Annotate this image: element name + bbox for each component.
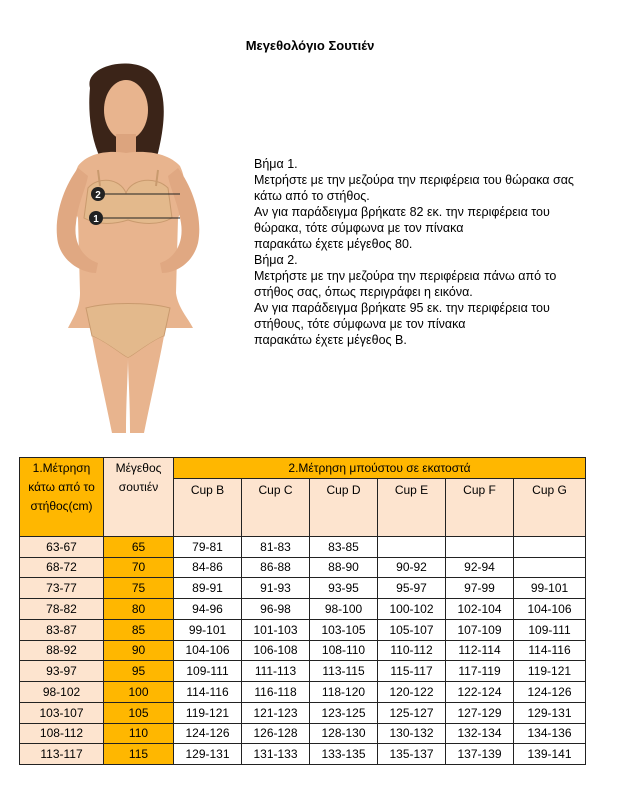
cup-measurement-cell: 79-81 bbox=[174, 536, 242, 557]
svg-text:2: 2 bbox=[95, 190, 101, 201]
cup-measurement-cell: 119-121 bbox=[514, 661, 586, 682]
cup-measurement-cell: 112-114 bbox=[446, 640, 514, 661]
instruction-line: Βήμα 1. bbox=[254, 157, 298, 171]
instruction-line: Αν για παράδειγμα βρήκατε 95 εκ. την περιφέρεια του bbox=[254, 301, 550, 315]
cup-measurement-cell: 113-115 bbox=[310, 661, 378, 682]
instruction-line: στήθος σας, όπως περιγράφει η εικόνα. bbox=[254, 285, 473, 299]
cup-measurement-cell: 108-110 bbox=[310, 640, 378, 661]
cup-measurement-cell: 114-116 bbox=[174, 682, 242, 703]
bra-size-cell: 75 bbox=[104, 578, 174, 599]
cup-measurement-cell: 81-83 bbox=[242, 536, 310, 557]
cup-measurement-cell: 99-101 bbox=[514, 578, 586, 599]
instruction-line: Βήμα 2. bbox=[254, 253, 298, 267]
cup-measurement-cell: 129-131 bbox=[514, 702, 586, 723]
underbust-range-cell: 83-87 bbox=[20, 619, 104, 640]
instruction-line: στήθους, τότε σύμφωνα με τον πίνακα bbox=[254, 317, 466, 331]
header-cup: Cup G bbox=[514, 479, 586, 537]
instruction-line: Αν για παράδειγμα βρήκατε 82 εκ. την περιφέρεια του bbox=[254, 205, 550, 219]
cup-measurement-cell: 102-104 bbox=[446, 599, 514, 620]
cup-measurement-cell bbox=[514, 536, 586, 557]
table-row bbox=[20, 723, 586, 744]
header-cup: Cup C bbox=[242, 479, 310, 537]
underbust-range-cell: 93-97 bbox=[20, 661, 104, 682]
header-cup: Cup F bbox=[446, 479, 514, 537]
underbust-range-cell: 113-117 bbox=[20, 744, 104, 765]
bra-size-cell: 115 bbox=[104, 744, 174, 765]
bra-size-cell: 90 bbox=[104, 640, 174, 661]
cup-measurement-cell: 97-99 bbox=[446, 578, 514, 599]
table-row bbox=[20, 640, 586, 661]
cup-measurement-cell: 134-136 bbox=[514, 723, 586, 744]
instruction-line: Μετρήστε με την μεζούρα την περιφέρεια του θώρακα σας bbox=[254, 173, 574, 187]
cup-measurement-cell: 114-116 bbox=[514, 640, 586, 661]
underbust-range-cell: 103-107 bbox=[20, 702, 104, 723]
header-cup: Cup D bbox=[310, 479, 378, 537]
cup-measurement-cell bbox=[514, 557, 586, 578]
instruction-line: παρακάτω έχετε μέγεθος Β. bbox=[254, 333, 407, 347]
underbust-range-cell: 88-92 bbox=[20, 640, 104, 661]
cup-measurement-cell: 131-133 bbox=[242, 744, 310, 765]
bra-size-cell: 80 bbox=[104, 599, 174, 620]
cup-measurement-cell: 115-117 bbox=[378, 661, 446, 682]
table-row bbox=[20, 599, 586, 620]
cup-measurement-cell: 94-96 bbox=[174, 599, 242, 620]
cup-measurement-cell: 133-135 bbox=[310, 744, 378, 765]
cup-measurement-cell: 104-106 bbox=[514, 599, 586, 620]
model-figure-image bbox=[28, 58, 228, 433]
cup-measurement-cell: 107-109 bbox=[446, 619, 514, 640]
header-cup: Cup B bbox=[174, 479, 242, 537]
marker-1-icon bbox=[89, 211, 103, 225]
cup-measurement-cell: 93-95 bbox=[310, 578, 378, 599]
cup-measurement-cell: 109-111 bbox=[174, 661, 242, 682]
cup-measurement-cell: 89-91 bbox=[174, 578, 242, 599]
cup-measurement-cell: 92-94 bbox=[446, 557, 514, 578]
cup-measurement-cell: 86-88 bbox=[242, 557, 310, 578]
cup-measurement-cell: 116-118 bbox=[242, 682, 310, 703]
underbust-range-cell: 108-112 bbox=[20, 723, 104, 744]
cup-measurement-cell: 91-93 bbox=[242, 578, 310, 599]
bra-size-cell: 70 bbox=[104, 557, 174, 578]
cup-measurement-cell: 103-105 bbox=[310, 619, 378, 640]
cup-measurement-cell: 130-132 bbox=[378, 723, 446, 744]
cup-measurement-cell: 106-108 bbox=[242, 640, 310, 661]
cup-measurement-cell: 123-125 bbox=[310, 702, 378, 723]
instruction-line: παρακάτω έχετε μέγεθος 80. bbox=[254, 237, 413, 251]
underbust-range-cell: 63-67 bbox=[20, 536, 104, 557]
cup-measurement-cell: 83-85 bbox=[310, 536, 378, 557]
bra-size-cell: 65 bbox=[104, 536, 174, 557]
underbust-range-cell: 73-77 bbox=[20, 578, 104, 599]
bra-size-cell: 110 bbox=[104, 723, 174, 744]
page-title: Μεγεθολόγιο Σουτιέν bbox=[245, 38, 375, 53]
table-row bbox=[20, 536, 586, 557]
cup-measurement-cell: 120-122 bbox=[378, 682, 446, 703]
measurement-instructions bbox=[254, 156, 604, 348]
table-row bbox=[20, 744, 586, 765]
cup-measurement-cell: 96-98 bbox=[242, 599, 310, 620]
cup-measurement-cell: 95-97 bbox=[378, 578, 446, 599]
cup-measurement-cell: 118-120 bbox=[310, 682, 378, 703]
cup-measurement-cell bbox=[446, 536, 514, 557]
cup-measurement-cell: 99-101 bbox=[174, 619, 242, 640]
cup-measurement-cell: 119-121 bbox=[174, 702, 242, 723]
cup-measurement-cell: 84-86 bbox=[174, 557, 242, 578]
bra-size-cell: 85 bbox=[104, 619, 174, 640]
cup-measurement-cell: 105-107 bbox=[378, 619, 446, 640]
cup-measurement-cell: 124-126 bbox=[514, 682, 586, 703]
cup-measurement-cell: 104-106 bbox=[174, 640, 242, 661]
bra-size-cell: 100 bbox=[104, 682, 174, 703]
cup-measurement-cell: 90-92 bbox=[378, 557, 446, 578]
underbust-range-cell: 78-82 bbox=[20, 599, 104, 620]
cup-measurement-cell: 129-131 bbox=[174, 744, 242, 765]
cup-measurement-cell: 137-139 bbox=[446, 744, 514, 765]
bra-size-cell: 95 bbox=[104, 661, 174, 682]
cup-measurement-cell: 121-123 bbox=[242, 702, 310, 723]
cup-measurement-cell: 128-130 bbox=[310, 723, 378, 744]
bra-size-cell: 105 bbox=[104, 702, 174, 723]
cup-measurement-cell: 109-111 bbox=[514, 619, 586, 640]
cup-measurement-cell: 126-128 bbox=[242, 723, 310, 744]
cup-measurement-cell: 101-103 bbox=[242, 619, 310, 640]
underbust-range-cell: 68-72 bbox=[20, 557, 104, 578]
cup-measurement-cell bbox=[378, 536, 446, 557]
cup-measurement-cell: 110-112 bbox=[378, 640, 446, 661]
cup-measurement-cell: 98-100 bbox=[310, 599, 378, 620]
table-row bbox=[20, 619, 586, 640]
cup-measurement-cell: 127-129 bbox=[446, 702, 514, 723]
marker-2-icon bbox=[91, 187, 105, 201]
table-row bbox=[20, 682, 586, 703]
instruction-line: κάτω από το στήθος. bbox=[254, 189, 370, 203]
svg-text:1: 1 bbox=[93, 214, 99, 225]
cup-measurement-cell: 125-127 bbox=[378, 702, 446, 723]
instruction-line: Μετρήστε με την μεζούρα την περιφέρεια πάνω από το bbox=[254, 269, 557, 283]
cup-measurement-cell: 135-137 bbox=[378, 744, 446, 765]
cup-measurement-cell: 122-124 bbox=[446, 682, 514, 703]
table-row bbox=[20, 702, 586, 723]
cup-measurement-cell: 139-141 bbox=[514, 744, 586, 765]
instruction-line: θώρακα, τότε σύμφωνα με τον πίνακα bbox=[254, 221, 464, 235]
underbust-range-cell: 98-102 bbox=[20, 682, 104, 703]
cup-measurement-cell: 100-102 bbox=[378, 599, 446, 620]
bra-size-table bbox=[19, 457, 586, 765]
header-bra-size: Μέγεθος σουτιέν bbox=[104, 458, 174, 537]
header-cup: Cup E bbox=[378, 479, 446, 537]
cup-measurement-cell: 111-113 bbox=[242, 661, 310, 682]
header-bust-measurement: 2.Μέτρηση μπούστου σε εκατοστά bbox=[174, 458, 586, 479]
header-underbust: 1.Μέτρηση κάτω από το στήθος(cm) bbox=[20, 458, 104, 537]
table-row bbox=[20, 578, 586, 599]
cup-measurement-cell: 117-119 bbox=[446, 661, 514, 682]
cup-measurement-cell: 88-90 bbox=[310, 557, 378, 578]
cup-measurement-cell: 132-134 bbox=[446, 723, 514, 744]
table-row bbox=[20, 557, 586, 578]
table-row bbox=[20, 661, 586, 682]
cup-measurement-cell: 124-126 bbox=[174, 723, 242, 744]
